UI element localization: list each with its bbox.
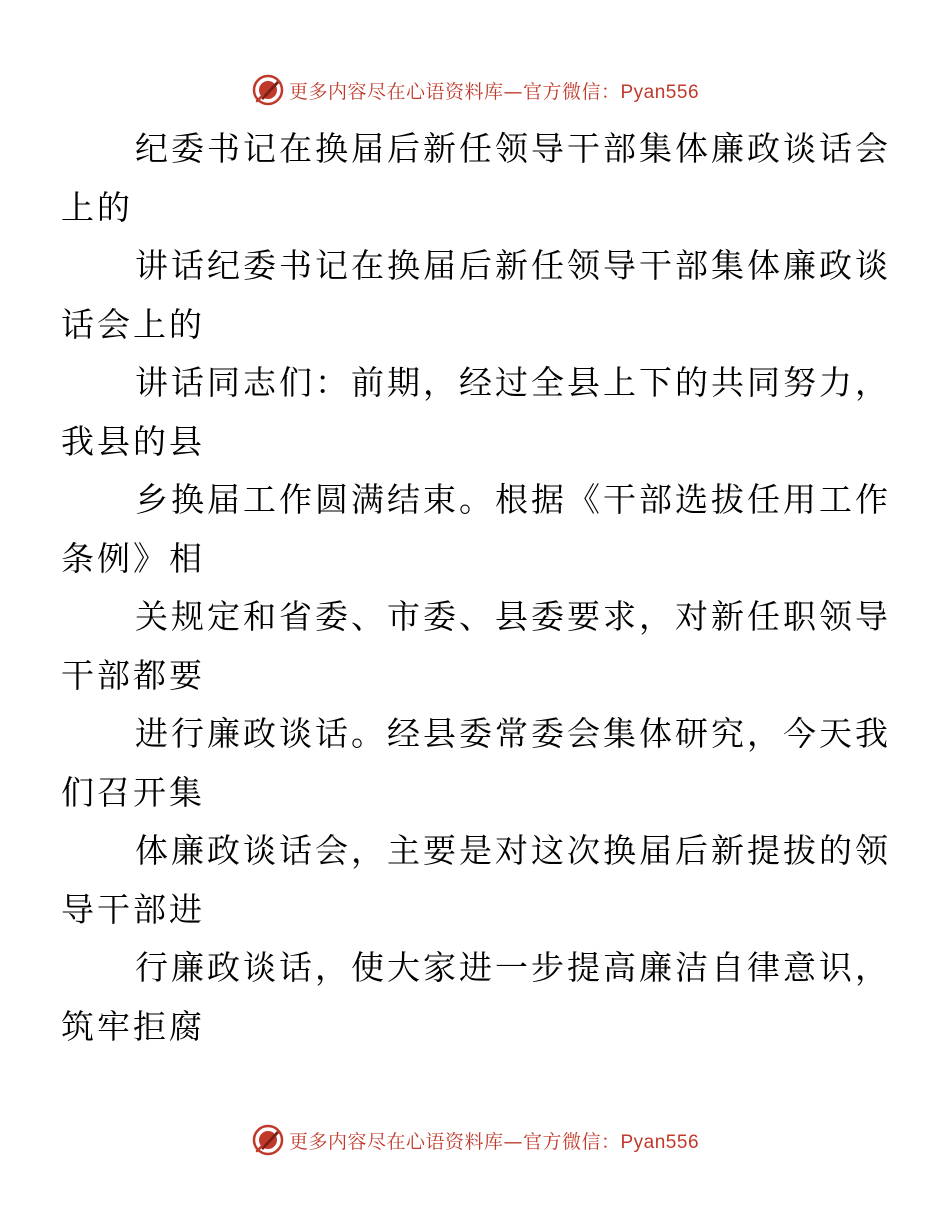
paragraph <box>61 705 891 822</box>
quill-logo-icon <box>251 1123 285 1157</box>
paragraph <box>61 237 891 354</box>
paragraph-line: 讲话纪委书记在换届后新任领导干部集体廉政谈 <box>135 246 891 285</box>
paragraph-line: 体廉政谈话会，主要是对这次换届后新提拔的领 <box>135 831 891 870</box>
paragraph-line: 行廉政谈话，使大家进一步提高廉洁自律意识， <box>135 948 891 987</box>
paragraph-line: 讲话同志们：前期，经过全县上下的共同努力， <box>135 363 891 402</box>
paragraph <box>61 471 891 588</box>
paragraph-line: 上的 <box>61 187 133 227</box>
paragraph <box>61 588 891 705</box>
paragraph-line: 关规定和省委、市委、县委要求，对新任职领导 <box>135 597 891 636</box>
paragraph-line: 干部都要 <box>61 655 205 695</box>
footer-banner <box>0 1120 950 1160</box>
paragraph <box>61 354 891 471</box>
banner-text <box>289 1127 699 1154</box>
document-body <box>61 120 891 1056</box>
banner-text <box>289 77 699 104</box>
banner-official-label: 官方微信： <box>522 80 621 103</box>
banner-wechat-id: Pyan556 <box>620 81 700 103</box>
paragraph-line: 我县的县 <box>61 421 205 461</box>
paragraph-line: 话会上的 <box>61 304 205 344</box>
paragraph-line: 导干部进 <box>61 889 205 929</box>
paragraph-line: 条例》相 <box>61 538 205 578</box>
banner-wechat-id: Pyan556 <box>620 1131 700 1153</box>
header-banner <box>0 70 950 110</box>
paragraph-line: 筑牢拒腐 <box>61 1006 205 1046</box>
banner-main-text: 更多内容尽在心语资料库 <box>288 1130 504 1153</box>
paragraph-line: 纪委书记在换届后新任领导干部集体廉政谈话会 <box>135 129 891 168</box>
banner-separator: — <box>503 80 523 103</box>
paragraph <box>61 939 891 1056</box>
banner-main-text: 更多内容尽在心语资料库 <box>288 80 504 103</box>
banner-separator: — <box>503 1130 523 1153</box>
quill-logo-icon <box>251 73 285 107</box>
paragraph <box>61 120 891 237</box>
paragraph-line: 们召开集 <box>61 772 205 812</box>
paragraph-line: 进行廉政谈话。经县委常委会集体研究，今天我 <box>135 714 891 753</box>
paragraph-line: 乡换届工作圆满结束。根据《干部选拔任用工作 <box>135 480 891 519</box>
banner-official-label: 官方微信： <box>522 1130 621 1153</box>
paragraph <box>61 822 891 939</box>
